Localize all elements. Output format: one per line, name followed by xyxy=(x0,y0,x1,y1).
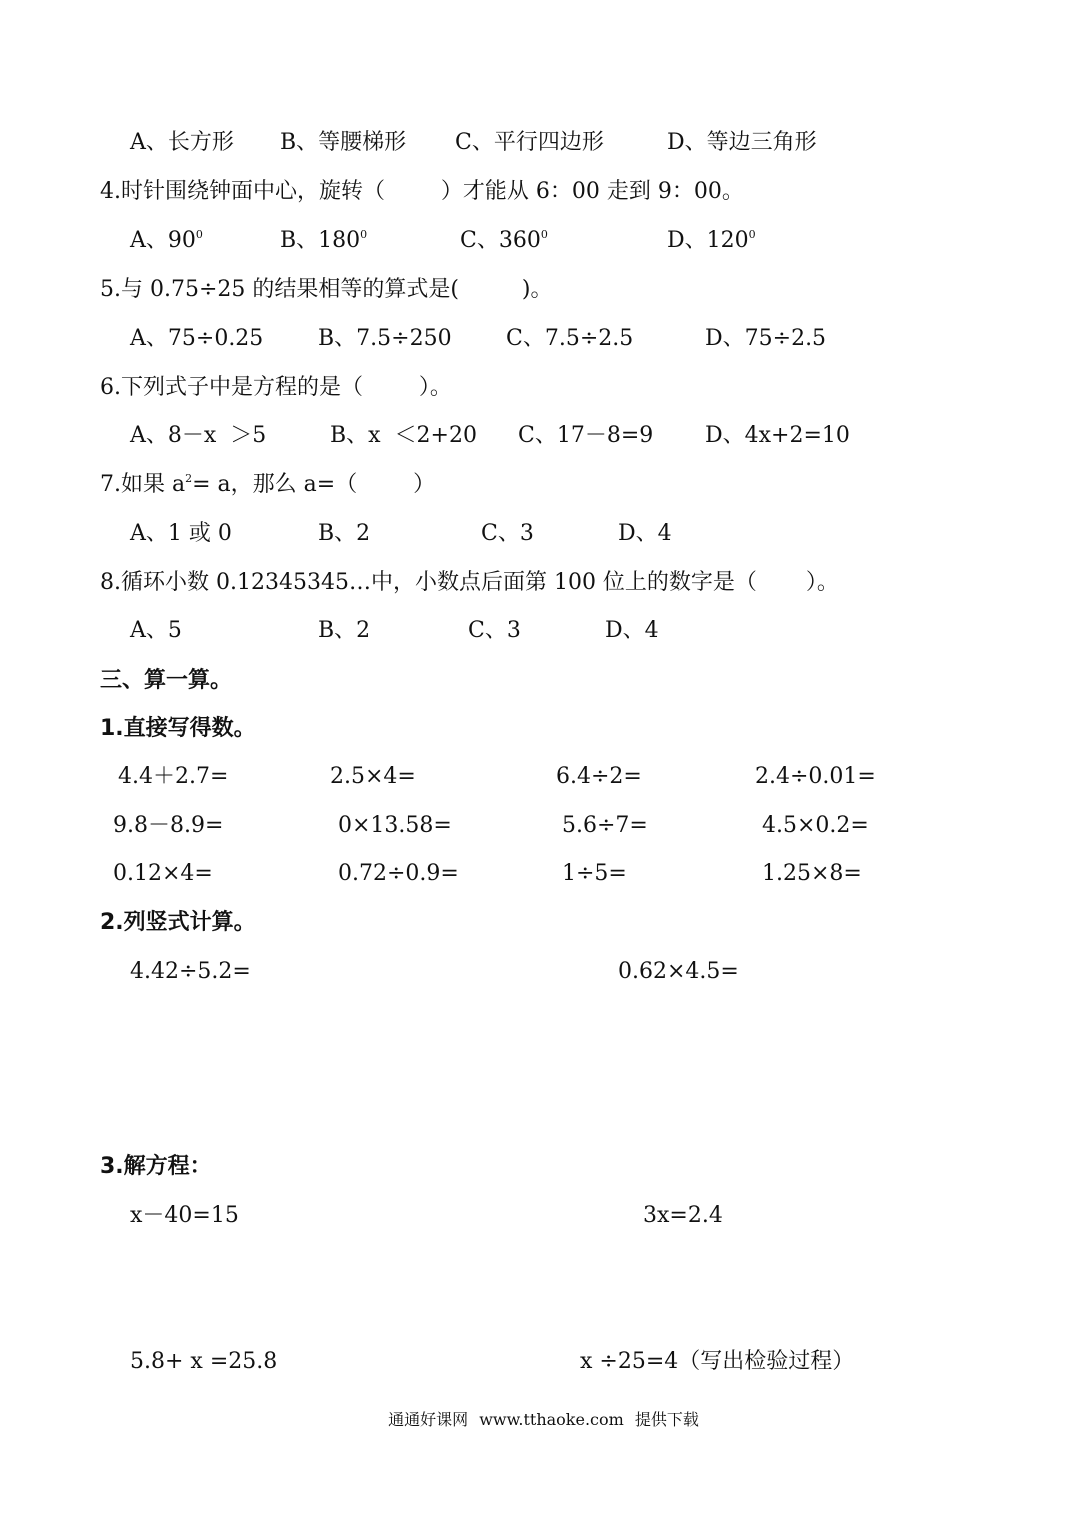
part1-title: 1.直接写得数。 xyxy=(100,716,256,741)
calc-item: 4.5×0.2= xyxy=(762,813,869,838)
q4-option-d: D、$120^0$ xyxy=(667,228,756,253)
vertical-calc-item: 4.42÷5.2= xyxy=(130,959,251,984)
q7-option-d: D、4 xyxy=(618,521,672,546)
q3-option-b: B、等腰梯形 xyxy=(280,130,407,155)
q3-option-d: D、等边三角形 xyxy=(667,130,817,155)
calc-item: 1÷5= xyxy=(562,861,627,886)
calc-item: 0×13.58= xyxy=(338,813,452,838)
q6-option-d: D、4x+2=10 xyxy=(705,423,850,448)
q6-option-b: B、x ＜2+20 xyxy=(330,423,477,448)
q7-stem: 7.如果 $a^2= a$，那么 a=（ ） xyxy=(100,472,436,497)
q8-option-d: D、4 xyxy=(605,618,659,643)
q3-option-c: C、平行四边形 xyxy=(455,130,604,155)
calc-item: 1.25×8= xyxy=(762,861,862,886)
part2-title: 2.列竖式计算。 xyxy=(100,910,256,935)
q8-option-c: C、3 xyxy=(468,618,521,643)
footer-url[interactable]: www.tthaoke.com xyxy=(479,1410,624,1429)
section3-title: 三、算一算。 xyxy=(100,668,233,693)
q4-stem: 4.时针围绕钟面中心，旋转（ ）才能从 6：00 走到 9：00。 xyxy=(100,179,744,204)
q6-option-c: C、17－8=9 xyxy=(518,423,654,448)
footer-suffix: 提供下载 xyxy=(634,1410,699,1429)
q8-stem: 8.循环小数 0.12345345…中，小数点后面第 100 位上的数字是（ ）。 xyxy=(100,570,839,595)
vertical-calc-item: 0.62×4.5= xyxy=(618,959,739,984)
q7-option-c: C、3 xyxy=(481,521,534,546)
equation-item: 3x=2.4 xyxy=(643,1203,723,1228)
q3-option-a: A、长方形 xyxy=(130,130,234,155)
q6-stem: 6.下列式子中是方程的是（ ）。 xyxy=(100,375,452,400)
equation-item: x ÷25=4（写出检验过程） xyxy=(580,1349,855,1374)
calc-item: 2.4÷0.01= xyxy=(755,764,876,789)
q5-stem: 5.与 0.75÷25 的结果相等的算式是( )。 xyxy=(100,277,553,302)
equation-item: x－40=15 xyxy=(130,1203,239,1228)
q8-option-b: B、2 xyxy=(318,618,371,643)
q4-option-b: B、$180^0$ xyxy=(280,228,368,253)
q8-option-a: A、5 xyxy=(130,618,182,643)
q6-option-a: A、8－x ＞5 xyxy=(130,423,267,448)
calc-item: 2.5×4= xyxy=(330,764,416,789)
calc-item: 0.12×4= xyxy=(113,861,213,886)
q5-option-c: C、7.5÷2.5 xyxy=(506,326,634,351)
calc-item: 0.72÷0.9= xyxy=(338,861,459,886)
equation-item: 5.8+ x =25.8 xyxy=(130,1349,278,1374)
q5-option-b: B、7.5÷250 xyxy=(318,326,452,351)
q4-option-c: C、$360^0$ xyxy=(460,228,548,253)
q5-option-d: D、75÷2.5 xyxy=(705,326,827,351)
q7-option-a: A、1 或 0 xyxy=(130,521,232,546)
page-footer xyxy=(0,1408,1087,1432)
part3-title: 3.解方程： xyxy=(100,1154,212,1179)
calc-item: 9.8－8.9= xyxy=(113,813,224,838)
q5-option-a: A、75÷0.25 xyxy=(130,326,264,351)
footer-site-name: 通通好课网 xyxy=(388,1410,469,1429)
calc-item: 4.4＋2.7= xyxy=(118,764,229,789)
q4-option-a: A、$90^0$ xyxy=(130,228,203,253)
calc-item: 5.6÷7= xyxy=(562,813,648,838)
q7-option-b: B、2 xyxy=(318,521,371,546)
calc-item: 6.4÷2= xyxy=(556,764,642,789)
